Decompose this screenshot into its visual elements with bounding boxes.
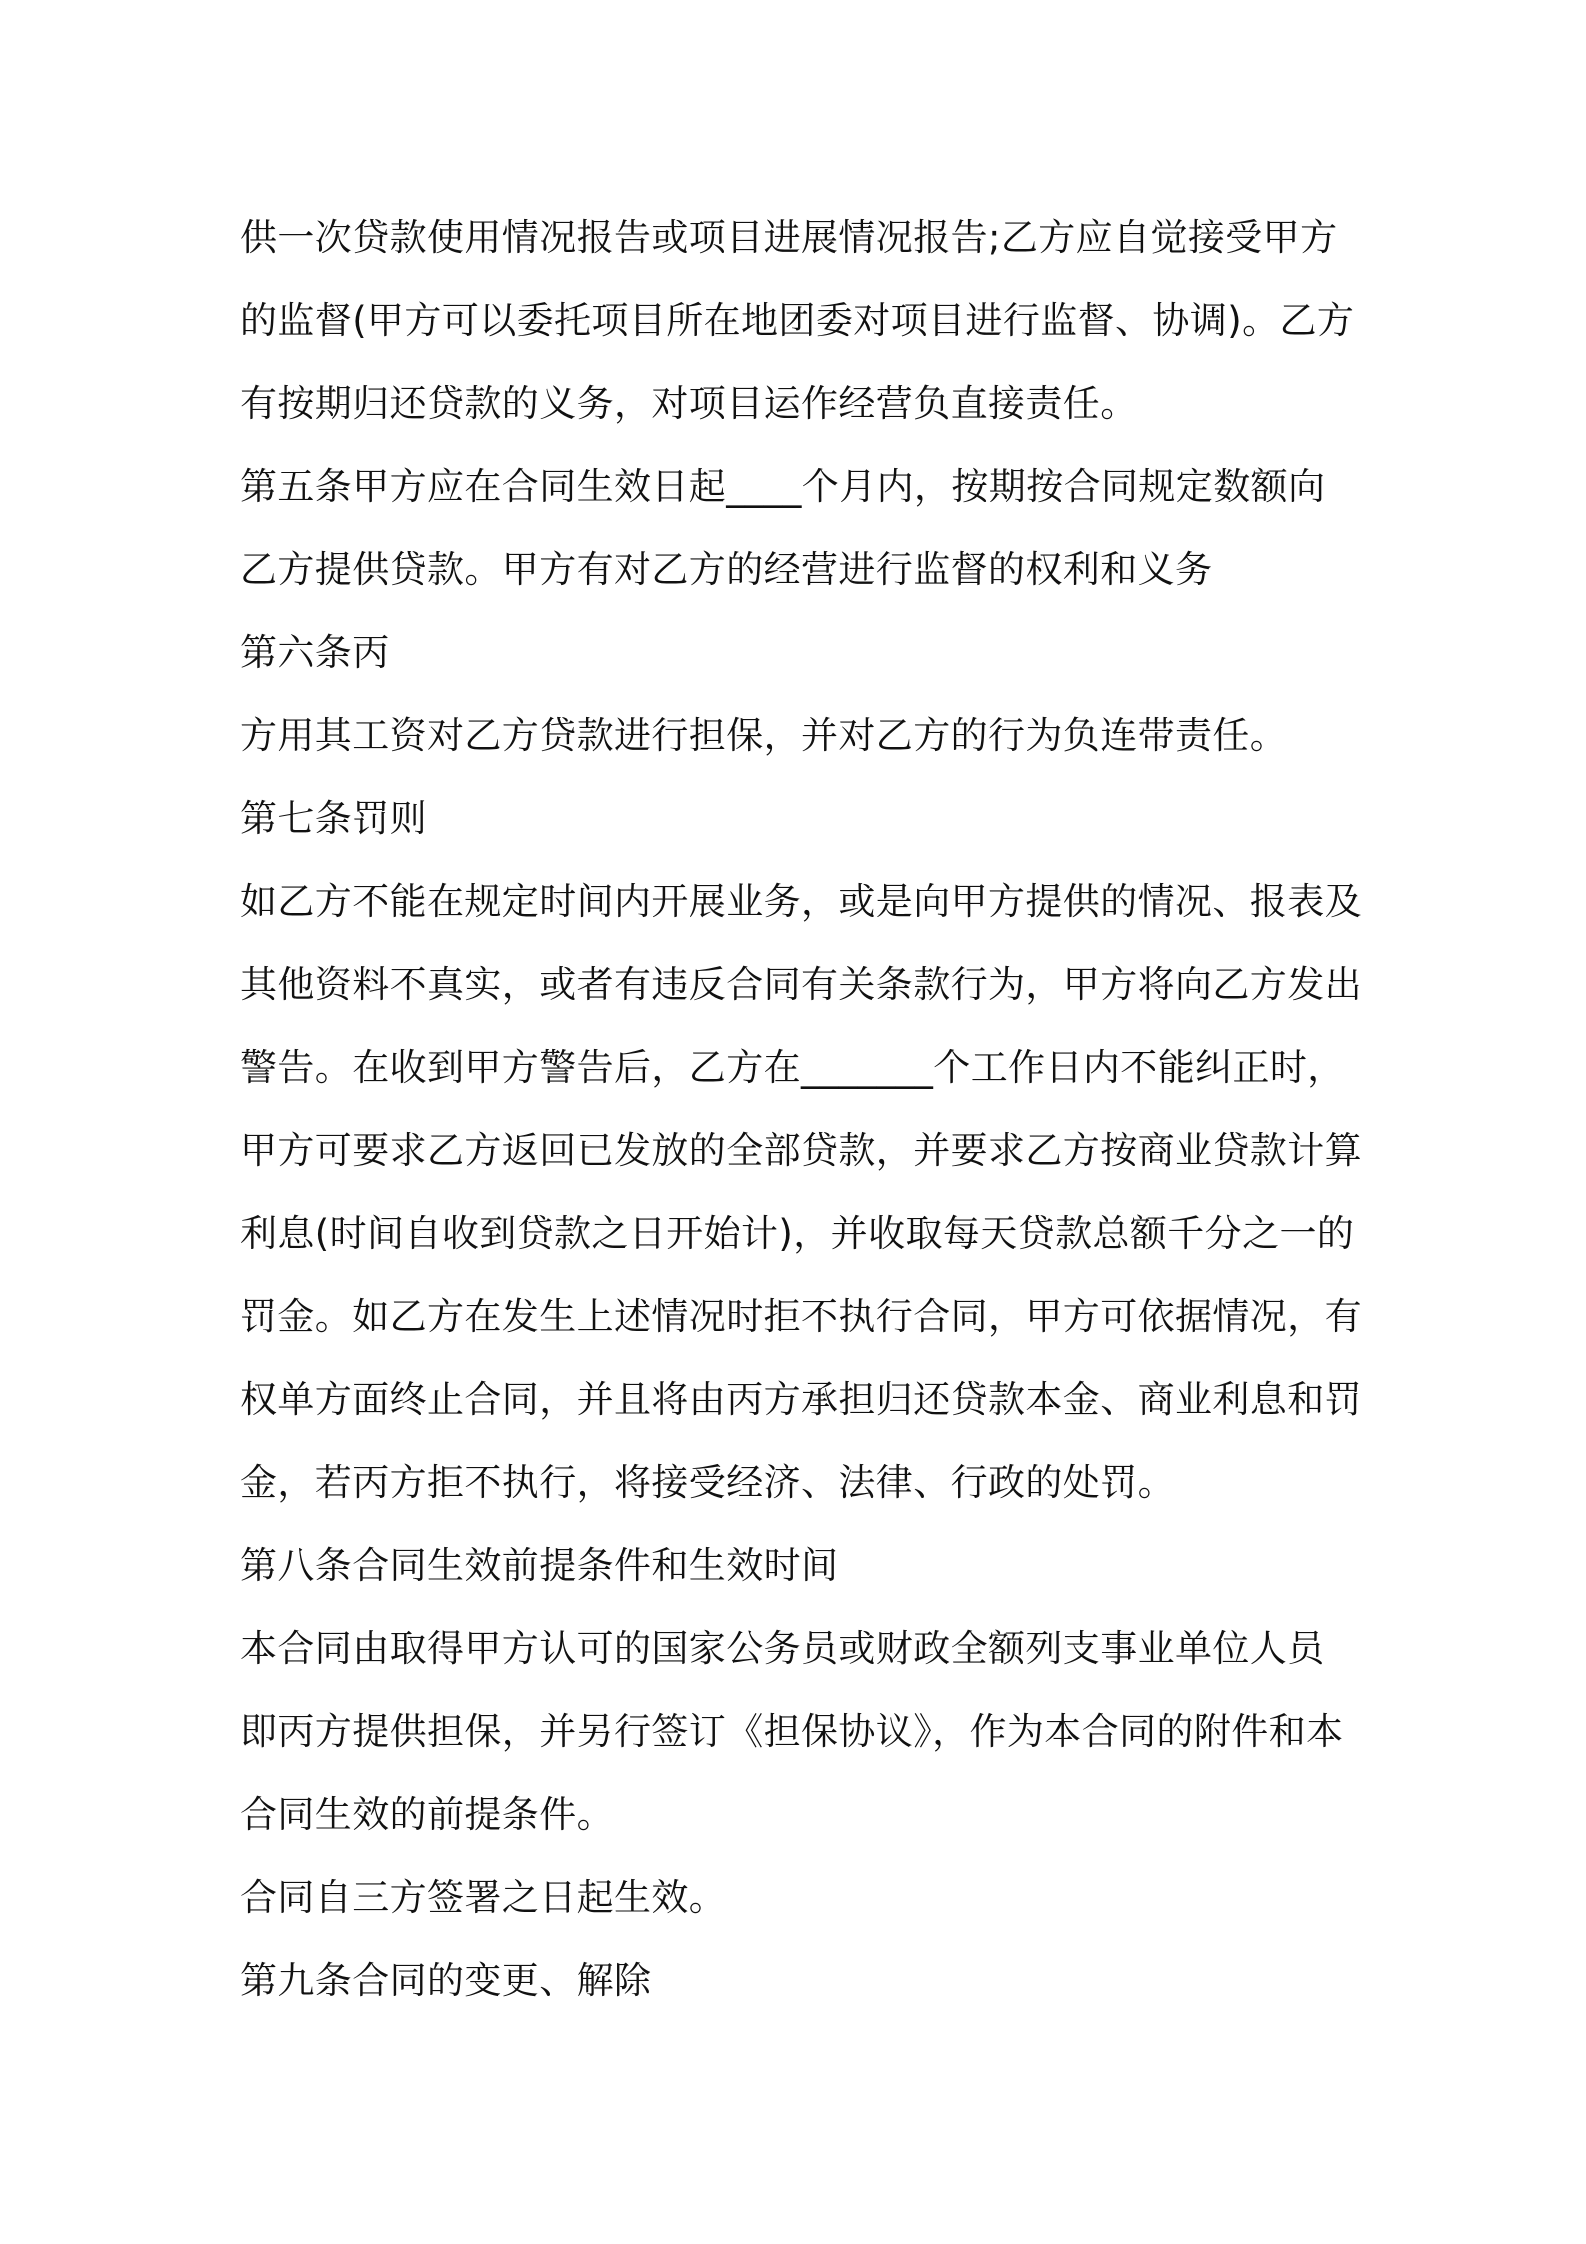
article-7-heading: 第七条罚则 [240, 797, 427, 840]
text-line: 乙方提供贷款。甲方有对乙方的经营进行监督的权利和义务 [240, 548, 1213, 591]
text-line: 罚金。如乙方在发生上述情况时拒不执行合同，甲方可依据情况，有 [240, 1295, 1362, 1338]
article-6-heading: 第六条丙 [240, 631, 390, 674]
article-5-line: 第五条甲方应在合同生效日起____个月内，按期按合同规定数额向 [240, 465, 1326, 508]
document-body [240, 196, 1360, 2022]
text-line: 其他资料不真实，或者有违反合同有关条款行为，甲方将向乙方发出 [240, 963, 1362, 1006]
text-line: 合同生效的前提条件。 [240, 1793, 614, 1836]
text-line: 供一次贷款使用情况报告或项目进展情况报告;乙方应自觉接受甲方 [240, 216, 1338, 259]
article-8-heading: 第八条合同生效前提条件和生效时间 [240, 1544, 839, 1587]
text-line: 如乙方不能在规定时间内开展业务，或是向甲方提供的情况、报表及 [240, 880, 1362, 923]
text-line: 方用其工资对乙方贷款进行担保，并对乙方的行为负连带责任。 [240, 714, 1288, 757]
text-line: 利息(时间自收到贷款之日开始计)，并收取每天贷款总额千分之一的 [240, 1212, 1355, 1255]
text-line: 甲方可要求乙方返回已发放的全部贷款，并要求乙方按商业贷款计算 [240, 1129, 1362, 1172]
text-line: 的监督(甲方可以委托项目所在地团委对项目进行监督、协调)。乙方 [240, 299, 1355, 342]
article-9-heading: 第九条合同的变更、解除 [240, 1959, 652, 2002]
text-line: 即丙方提供担保，并另行签订《担保协议》，作为本合同的附件和本 [240, 1710, 1344, 1753]
text-line: 合同自三方签署之日起生效。 [240, 1876, 727, 1919]
text-line: 警告。在收到甲方警告后，乙方在_______个工作日内不能纠正时， [240, 1046, 1345, 1089]
text-line: 有按期归还贷款的义务，对项目运作经营负直接责任。 [240, 382, 1138, 425]
text-line: 金，若丙方拒不执行，将接受经济、法律、行政的处罚。 [240, 1461, 1175, 1504]
text-line: 本合同由取得甲方认可的国家公务员或财政全额列支事业单位人员 [240, 1627, 1325, 1670]
text-line: 权单方面终止合同，并且将由丙方承担归还贷款本金、商业利息和罚 [240, 1378, 1362, 1421]
